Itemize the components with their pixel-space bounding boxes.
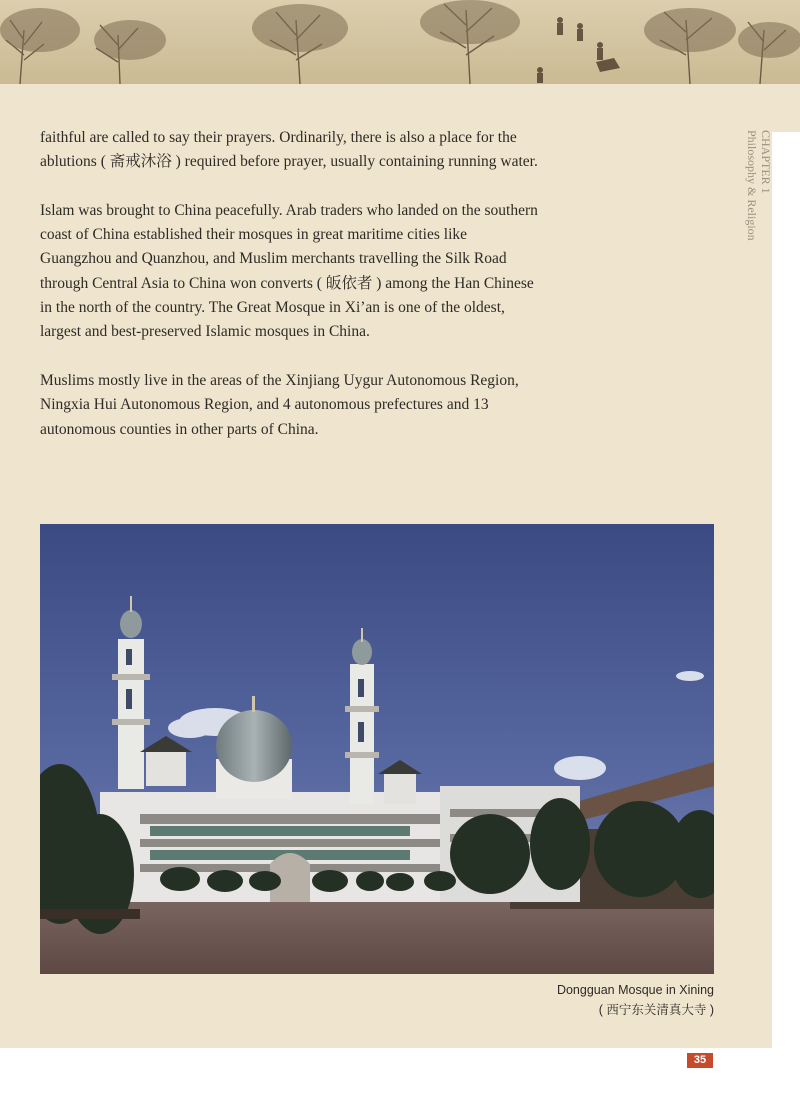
mosque-photo <box>40 524 714 974</box>
caption-chinese: ( 西宁东关清真大寺 ) <box>598 1003 714 1017</box>
paragraph-islam-history: Islam was brought to China peacefully. Arab traders who landed on the southern coast of China established their mosques in great maritime cities like Guangzhou and Quanzhou, and Muslim merchants travelling the Silk Road through Central Asia to China won converts ( 皈依者 ) among the Han Chinese in the north of the country. The Great Mosque in Xi’an is one of the oldest, largest and best-preserved Islamic mosques in China. <box>40 201 538 341</box>
body-text <box>40 126 540 466</box>
caption-english: Dongguan Mosque in Xining <box>556 983 714 997</box>
chapter-side-label <box>733 130 773 270</box>
photo-caption <box>480 980 714 1020</box>
dongguan-mosque-image <box>40 524 714 974</box>
page-number-badge: 35 <box>687 1053 713 1068</box>
paragraph-ablutions: faithful are called to say their prayers. Ordinarily, there is also a place for the ablutions ( 斋戒沐浴 ) required before prayer, usually containing running water. <box>40 129 538 171</box>
chapter-number: CHAPTER 1 <box>759 130 773 194</box>
chapter-tab <box>772 84 800 132</box>
paragraph-muslim-regions: Muslims mostly live in the areas of the Xinjiang Uygur Autonomous Region, Ningxia Hui Autonomous Region, and 4 autonomous prefectures and 13 autonomous counties in other parts of China. <box>40 371 519 438</box>
chapter-title: Philosophy & Religion <box>745 130 759 241</box>
